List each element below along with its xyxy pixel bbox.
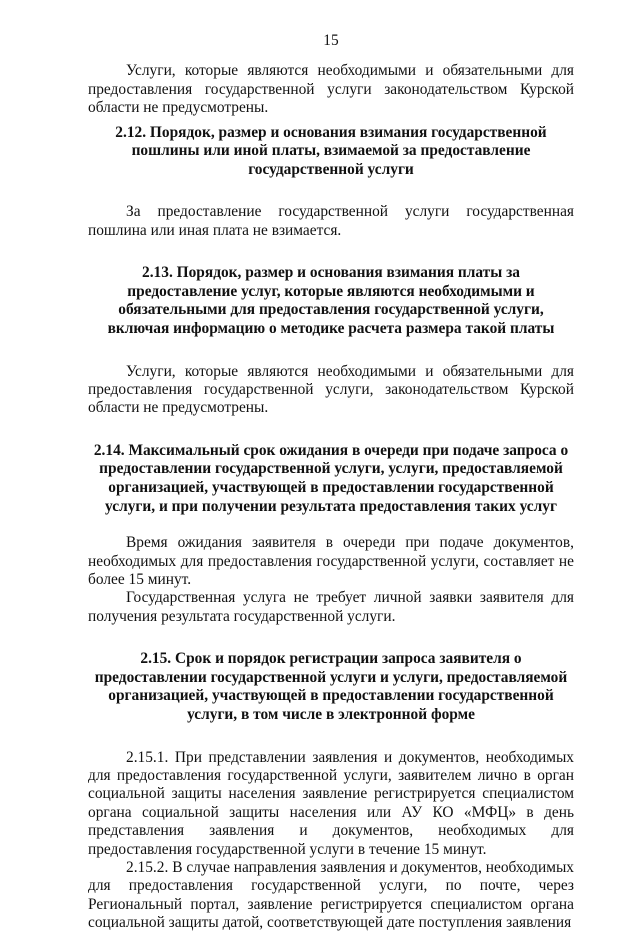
paragraph-2-15-1: 2.15.1. При представлении заявления и документов, необходимых для предоставления государственной услуги, заявителем лично в орган социальной защиты населения заявление регистрируется специалистом органа социальной защиты населения или АУ КО «МФЦ» в день представления заявления и документов, необходимых для предоставления государственной услуги в течение 15 минут. [88,748,574,858]
paragraph-2-12-text: За предоставление государственной услуги государственная пошлина или иная плата не взимается. [88,203,574,239]
paragraph-2-14-text-1: Время ожидания заявителя в очереди при подаче документов, необходимых для предоставления государственной услуги, составляет не более 15 минут. [88,534,574,588]
paragraph-2-11-text: Услуги, которые являются необходимыми и обязательными для предоставления государственной услуги законодательством Курской области не предусмотрены. [88,62,574,117]
heading-2-14: 2.14. Максимальный срок ожидания в очереди при подаче запроса о предоставлении государственной услуги, услуги, предоставляемой организацией, участвующей в предоставлении государственной услуги, и при получении результата предоставления таких услуг [93,441,569,515]
paragraph-2-13-text: Услуги, которые являются необходимыми и обязательными для предоставления государственной услуги, законодательством Курской области не предусмотрены. [88,362,574,417]
heading-2-12: 2.12. Порядок, размер и основания взимания государственной пошлины или иной платы, взимаемой за предоставление государственной услуги [115,123,547,178]
paragraph-2-14-text-2: Государственная услуга не требует личной заявки заявителя для получения результата государственной услуги. [88,589,574,625]
page-number: 15 [323,32,339,49]
heading-2-15: 2.15. Срок и порядок регистрации запроса заявителя о предоставлении государственной услуги и услуги, предоставляемой организацией, участвующей в предоставлении государственной услуги, в том числе в электронной форме [94,650,568,723]
paragraph-2-15-2: 2.15.2. В случае направления заявления и документов, необходимых для предоставления государственной услуги, по почте, через Региональный портал, заявление регистрируется специалистом органа социальной защиты датой, соответствующей дате поступления заявления [88,859,574,932]
heading-2-13: 2.13. Порядок, размер и основания взимания платы за предоставление услуг, которые являются необходимыми и обязательными для предоставления государственной услуги, включая информацию о методике расчета размера такой платы [107,264,555,337]
